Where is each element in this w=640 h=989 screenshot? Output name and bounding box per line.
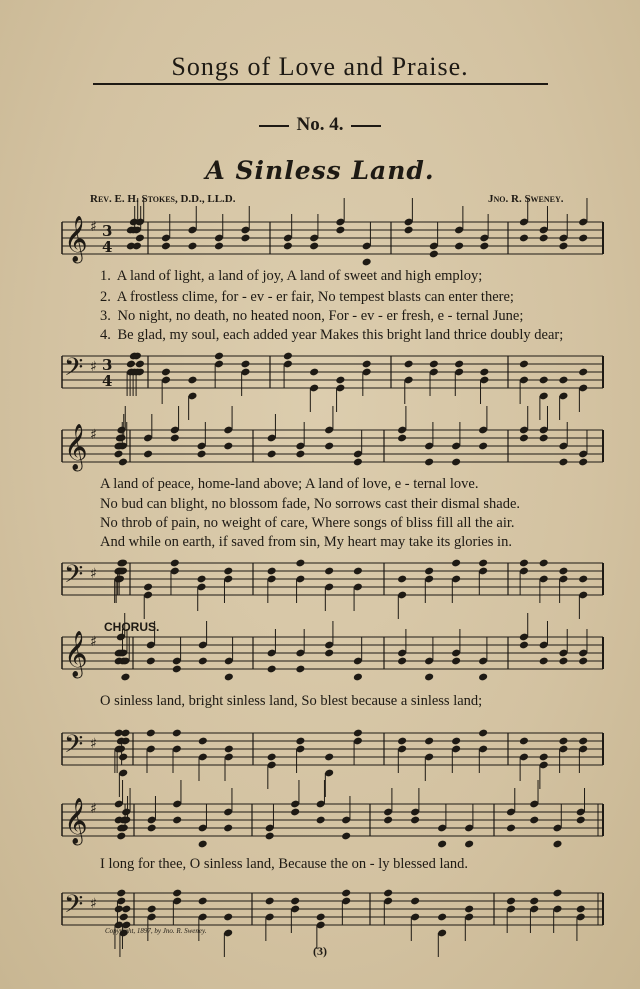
note-head xyxy=(539,376,549,385)
page-number: (3) xyxy=(313,944,327,958)
note-head xyxy=(143,583,153,592)
note-head xyxy=(172,816,182,825)
note-head xyxy=(135,234,145,243)
note-head xyxy=(539,234,549,243)
key-sharp: ♯ xyxy=(90,359,97,375)
note-head xyxy=(240,360,250,369)
note-head xyxy=(198,737,208,746)
note-head xyxy=(552,840,562,849)
note-head xyxy=(437,913,447,922)
treble-clef: 𝄞 xyxy=(64,631,88,677)
key-sharp: ♯ xyxy=(90,219,97,235)
note-head xyxy=(397,737,407,746)
note-head xyxy=(353,729,363,738)
note-head xyxy=(429,360,439,369)
note-head xyxy=(397,575,407,584)
time-signature-bottom: 4 xyxy=(102,372,113,390)
note-head xyxy=(198,657,208,666)
note-head xyxy=(578,657,588,666)
note-head xyxy=(120,729,130,738)
note-head xyxy=(223,913,233,922)
note-head xyxy=(529,816,539,825)
note-head xyxy=(116,889,126,898)
verse-number: 4. xyxy=(100,327,111,343)
note-head xyxy=(539,753,549,762)
note-head xyxy=(267,450,277,459)
note-head xyxy=(146,657,156,666)
note-head xyxy=(576,816,586,825)
note-head xyxy=(224,673,234,682)
note-head xyxy=(132,242,142,251)
time-signature-top: 3 xyxy=(102,222,113,240)
note-head xyxy=(558,567,568,576)
bass-clef: 𝄢 xyxy=(64,890,84,925)
verse-2-line-2: No bud can blight, no blossom fade, No sorrows cast their dismal shade. xyxy=(100,496,521,512)
note-head xyxy=(578,234,588,243)
note-head xyxy=(295,665,305,674)
note-head xyxy=(383,889,393,898)
chorus-line-1: O sinless land, bright sinless land, So blest because a sinless land; xyxy=(100,693,483,709)
note-head xyxy=(161,242,171,251)
note-head xyxy=(187,376,197,385)
bass-clef: 𝄢 xyxy=(64,730,84,765)
note-head xyxy=(118,458,128,467)
note-head xyxy=(161,368,171,377)
note-head xyxy=(118,753,128,762)
note-head xyxy=(316,816,326,825)
key-sharp: ♯ xyxy=(90,566,97,582)
note-head xyxy=(539,434,549,443)
note-head xyxy=(410,816,420,825)
treble-clef: 𝄞 xyxy=(64,216,88,262)
note-head xyxy=(558,737,568,746)
note-head xyxy=(539,657,549,666)
key-sharp: ♯ xyxy=(90,896,97,912)
note-head xyxy=(478,559,488,568)
note-head xyxy=(451,559,461,568)
note-head xyxy=(126,360,136,369)
note-head xyxy=(397,657,407,666)
note-head xyxy=(147,905,157,914)
note-head xyxy=(283,242,293,251)
verse-text: A frostless clime, for - ev - er fair, No tempest blasts can enter there; xyxy=(116,289,514,305)
note-head xyxy=(464,840,474,849)
note-head xyxy=(383,816,393,825)
note-head xyxy=(558,458,568,467)
note-head xyxy=(451,657,461,666)
note-head xyxy=(519,641,529,650)
book-title-text: Songs of Love and Praise. xyxy=(171,52,469,81)
treble-clef: 𝄞 xyxy=(64,798,88,844)
note-head xyxy=(353,673,363,682)
note-head xyxy=(404,360,414,369)
note-head xyxy=(172,729,182,738)
note-head xyxy=(558,376,568,385)
verse-text: No night, no death, no heated noon, For - ev - er fresh, e - ternal June; xyxy=(117,308,524,324)
key-sharp: ♯ xyxy=(90,801,97,817)
note-head xyxy=(214,352,224,361)
note-head xyxy=(519,234,529,243)
verse-2-line-1 xyxy=(100,289,514,306)
note-head xyxy=(539,559,549,568)
note-head xyxy=(223,442,233,451)
note-head xyxy=(265,832,275,841)
verse-number: 1. xyxy=(100,268,111,284)
note-head xyxy=(576,905,586,914)
time-signature-bottom: 4 xyxy=(102,238,113,256)
note-head xyxy=(240,234,250,243)
note-head xyxy=(295,559,305,568)
note-head xyxy=(223,824,233,833)
note-head xyxy=(578,575,588,584)
note-head xyxy=(224,745,234,754)
verse-3-line-2: No throb of pain, no weight of care, Where songs of bliss fill all the air. xyxy=(100,515,515,531)
note-head xyxy=(172,665,182,674)
verse-number: 2. xyxy=(100,289,111,305)
bass-clef: 𝄢 xyxy=(64,560,84,595)
treble-clef: 𝄞 xyxy=(64,424,88,470)
note-head xyxy=(335,376,345,385)
note-head xyxy=(113,450,123,459)
verse-1-line-2: A land of peace, home-land above; A land of love, e - ternal love. xyxy=(100,476,479,492)
key-sharp: ♯ xyxy=(90,736,97,752)
verse-1-line-1 xyxy=(100,268,482,285)
verse-3-line-1 xyxy=(100,308,523,325)
note-head xyxy=(464,905,474,914)
note-head xyxy=(519,434,529,443)
note-head xyxy=(295,737,305,746)
note-head xyxy=(143,450,153,459)
note-head xyxy=(397,434,407,443)
note-head xyxy=(283,352,293,361)
note-head xyxy=(578,737,588,746)
note-head xyxy=(353,458,363,467)
note-head xyxy=(437,840,447,849)
note-head xyxy=(170,559,180,568)
bass-clef: 𝄢 xyxy=(64,353,84,388)
note-head xyxy=(290,897,300,906)
hymn-number-text: No. 4. xyxy=(296,114,344,135)
note-head xyxy=(424,458,434,467)
note-head xyxy=(519,360,529,369)
copyright-notice: Copyright, 1897, by Jno. R. Sweney. xyxy=(105,927,207,935)
note-head xyxy=(290,808,300,817)
note-head xyxy=(558,657,568,666)
note-head xyxy=(353,567,363,576)
verse-number: 3. xyxy=(100,308,111,324)
note-head xyxy=(362,258,372,267)
composer-credit: Jno. R. Sweney. xyxy=(488,193,564,205)
note-head xyxy=(324,649,334,658)
key-sharp: ♯ xyxy=(90,634,97,650)
verse-text: A land of light, a land of joy, A land of sweet and high employ; xyxy=(116,268,483,284)
note-head xyxy=(172,889,182,898)
note-head xyxy=(187,242,197,251)
note-head xyxy=(309,242,319,251)
author-credit: Rev. E. H. Stokes, D.D., LL.D. xyxy=(90,193,236,205)
note-head xyxy=(410,897,420,906)
note-head xyxy=(309,368,319,377)
note-head xyxy=(479,368,489,377)
note-head xyxy=(506,897,516,906)
note-head xyxy=(558,242,568,251)
verse-4-line-1 xyxy=(100,327,563,344)
note-head xyxy=(316,913,326,922)
note-head xyxy=(451,737,461,746)
note-head xyxy=(341,832,351,841)
hymn-title: A Sinless Land. xyxy=(205,156,435,185)
note-head xyxy=(424,737,434,746)
note-head xyxy=(295,450,305,459)
note-head xyxy=(119,913,129,922)
verse-4-line-2: And while on earth, if saved from sin, My heart may take its glories in. xyxy=(100,534,512,550)
note-head xyxy=(223,567,233,576)
note-head xyxy=(479,242,489,251)
note-head xyxy=(478,729,488,738)
note-head xyxy=(519,559,529,568)
note-head xyxy=(506,824,516,833)
chorus-label: CHORUS. xyxy=(104,620,160,634)
note-head xyxy=(116,832,126,841)
note-head xyxy=(478,673,488,682)
note-head xyxy=(529,897,539,906)
note-head xyxy=(519,737,529,746)
note-head xyxy=(324,442,334,451)
note-head xyxy=(147,824,157,833)
note-head xyxy=(324,567,334,576)
note-head xyxy=(478,442,488,451)
note-head xyxy=(265,897,275,906)
note-head xyxy=(429,250,439,259)
note-head xyxy=(454,360,464,369)
note-head xyxy=(198,840,208,849)
note-head xyxy=(451,458,461,467)
note-head xyxy=(578,368,588,377)
note-head xyxy=(324,753,334,762)
key-sharp: ♯ xyxy=(90,427,97,443)
note-head xyxy=(121,905,131,914)
note-head xyxy=(552,889,562,898)
note-head xyxy=(362,360,372,369)
note-head xyxy=(198,897,208,906)
chorus-line-2: I long for thee, O sinless land, Because the on - ly blessed land. xyxy=(100,856,469,872)
note-head xyxy=(146,729,156,738)
note-head xyxy=(454,242,464,251)
note-head xyxy=(578,458,588,467)
note-head xyxy=(424,673,434,682)
note-head xyxy=(267,567,277,576)
note-head xyxy=(404,226,414,235)
note-head xyxy=(170,434,180,443)
note-head xyxy=(196,450,206,459)
time-signature-top: 3 xyxy=(102,356,113,374)
note-head xyxy=(341,889,351,898)
note-head xyxy=(335,226,345,235)
note-head xyxy=(267,753,277,762)
verse-text: Be glad, my soul, each added year Makes this bright land thrice doubly dear; xyxy=(117,327,564,343)
note-head xyxy=(120,673,130,682)
note-head xyxy=(196,575,206,584)
note-head xyxy=(267,665,277,674)
note-head xyxy=(214,242,224,251)
note-head xyxy=(135,360,145,369)
note-head xyxy=(424,567,434,576)
